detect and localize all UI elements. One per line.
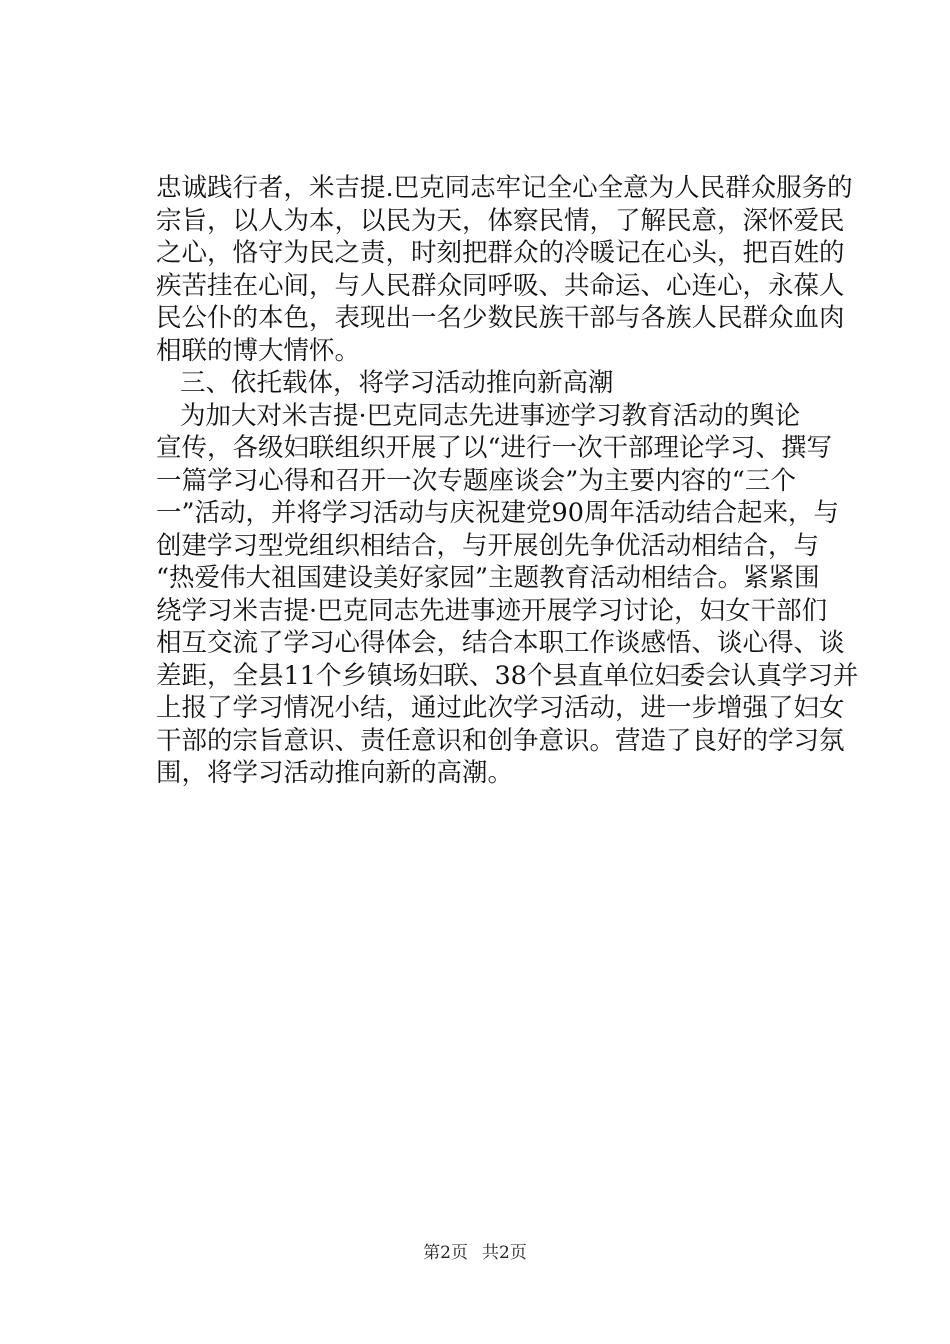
text-line: 一篇学习心得和召开一次专题座谈会”为主要内容的“三个 bbox=[156, 465, 796, 496]
text-line: 相互交流了学习心得体会，结合本职工作谈感悟、谈心得、谈 bbox=[156, 628, 845, 658]
page-number: 第2页 bbox=[423, 1243, 468, 1263]
text-line: “热爱伟大祖国建设美好家园”主题教育活动相结合。紧紧围 bbox=[156, 563, 820, 593]
text-line: 绕学习米吉提·巴克同志先进事迹开展学习讨论，妇女干部们 bbox=[156, 595, 828, 626]
text-line: 民公仆的本色，表现出一名少数民族干部与各族人民群众血肉 bbox=[156, 303, 845, 333]
page-total: 共2页 bbox=[482, 1243, 527, 1263]
text-line: 疾苦挂在心间，与人民群众同呼吸、共命运、心连心，永葆人 bbox=[156, 270, 845, 301]
page-footer bbox=[0, 1242, 950, 1264]
text-line: 忠诚践行者，米吉提.巴克同志牢记全心全意为人民群众服务的 bbox=[156, 173, 853, 203]
text-line: 相联的博大情怀。 bbox=[156, 335, 361, 366]
section-heading: 三、依托载体，将学习活动推向新高潮 bbox=[180, 368, 614, 398]
text-line: 一”活动，并将学习活动与庆祝建党90周年活动结合起来，与 bbox=[156, 498, 839, 528]
text-line: 差距，全县11个乡镇场妇联、38个县直单位妇委会认真学习并 bbox=[156, 660, 859, 691]
text-line: 干部的宗旨意识、责任意识和创争意识。营造了良好的学习氛 bbox=[156, 725, 845, 756]
text-line: 宣传，各级妇联组织开展了以“进行一次干部理论学习、撰写 bbox=[156, 433, 833, 463]
text-line: 之心，恪守为民之责，时刻把群众的冷暖记在心头，把百姓的 bbox=[156, 238, 845, 268]
text-line: 宗旨，以人为本，以民为天，体察民情，了解民意，深怀爱民 bbox=[156, 205, 845, 236]
document-body bbox=[156, 172, 859, 790]
text-line: 上报了学习情况小结，通过此次学习活动，进一步增强了妇女 bbox=[156, 693, 845, 723]
text-line: 创建学习型党组织相结合，与开展创先争优活动相结合，与 bbox=[156, 530, 820, 561]
text-line: 为加大对米吉提·巴克同志先进事迹学习教育活动的舆论 bbox=[180, 400, 801, 431]
text-line: 围，将学习活动推向新的高潮。 bbox=[156, 758, 514, 788]
